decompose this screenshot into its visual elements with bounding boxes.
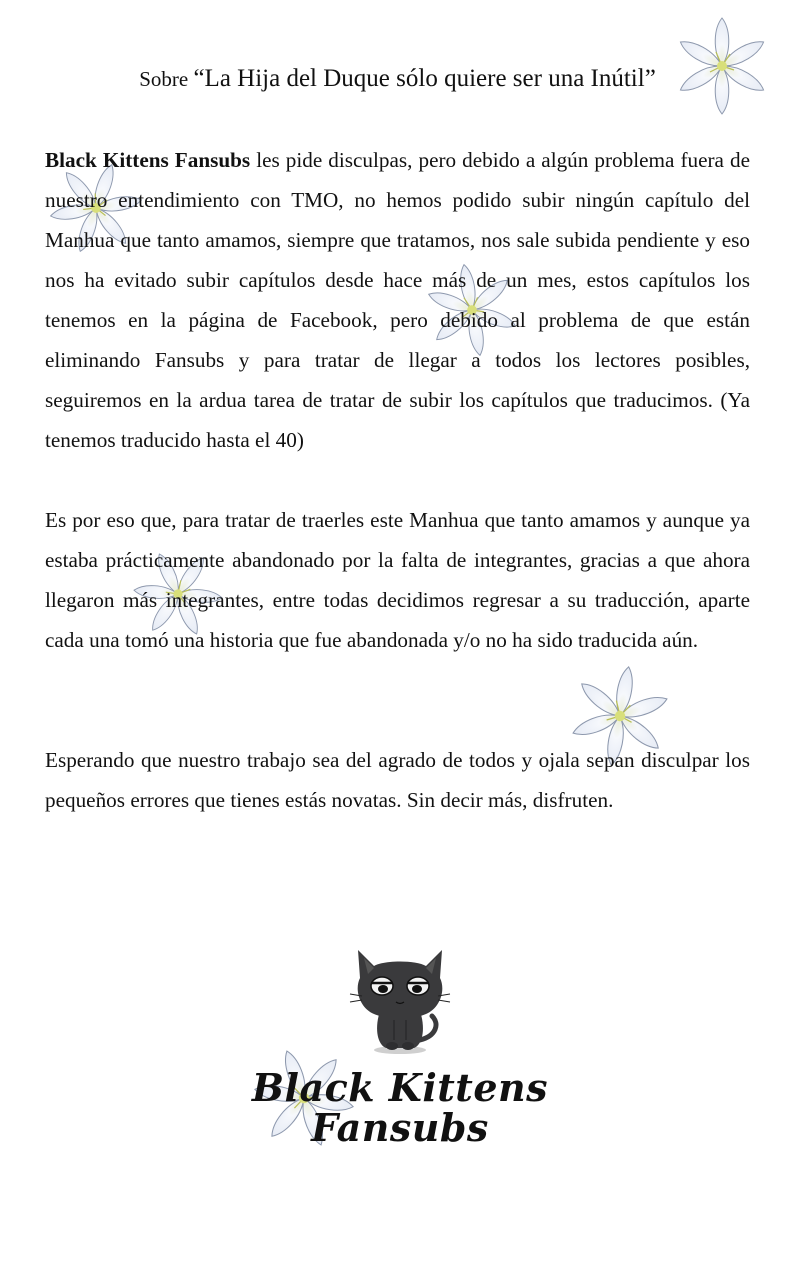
paragraph-1-text: les pide disculpas, pero debido a algún problema fuera de nuestro entendimiento con TMO, no hemos podido subir ningún capítulo del Manhua que tanto amamos, siempre que tratamos, nos sale subida pendiente y eso nos ha evitado subir capítulos desde hace más de un mes, estos capítulos los tenemos en la página de Facebook, pero debido al problema de que están eliminando Fansubs y para tratar de llegar a todos los lectores posibles, seguiremos en la ardua tarea de tratar de subir los capítulos que traducimos. (Ya tenemos traducido hasta el 40): [45, 148, 750, 452]
fansub-logo: [0, 930, 800, 1160]
paragraph-2: Es por eso que, para tratar de traerles este Manhua que tanto amamos y aunque ya estaba prácticamente abandonado por la falta de integrantes, gracias a que ahora llegaron más integrantes, entre todas decidimos regresar a su traducción, aparte cada una tomó una historia que fue abandonada y/o no ha sido traducida aún.: [45, 508, 750, 652]
fansub-name: Black Kittens Fansubs: [45, 148, 251, 172]
logo-line-1: Black Kittens: [251, 1065, 549, 1110]
paragraph-3: Esperando que nuestro trabajo sea del agrado de todos y ojala sepan disculpar los pequeños errores que tienes estás novatas. Sin decir más, disfruten.: [45, 748, 750, 812]
paragraph-1: [45, 140, 750, 460]
title-prefix: Sobre: [139, 67, 194, 91]
title-main: “La Hija del Duque sólo quiere ser una Inútil”: [193, 65, 656, 92]
logo-line-2: Fansubs: [311, 1105, 489, 1150]
black-kitten-icon: [340, 936, 460, 1056]
page-title: [45, 62, 750, 96]
